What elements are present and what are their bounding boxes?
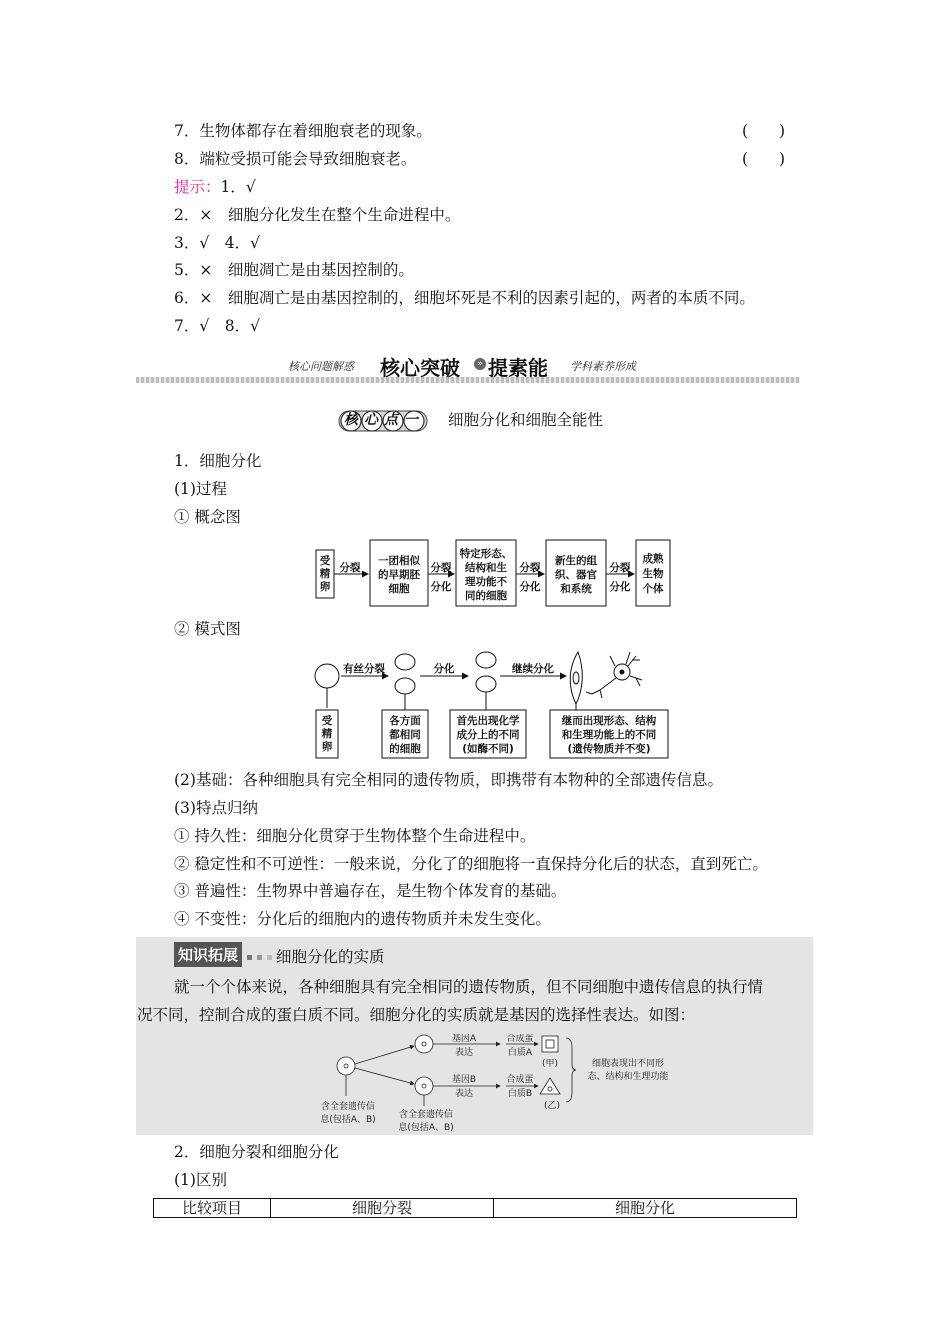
- hint-line: 2．× 细胞分化发生在整个生命进程中。: [174, 206, 461, 224]
- cm-box2-line: 的早期胚: [378, 569, 420, 581]
- gd-geneA: 表达: [454, 1048, 474, 1058]
- hint-label: 提示：: [174, 178, 221, 196]
- mm-arrow1-label: 有丝分裂: [343, 663, 385, 675]
- mm-box3-line: (如酶不同): [462, 743, 514, 755]
- cm-box2-line: 一团相似: [378, 555, 420, 567]
- sec1-concept: ① 概念图: [174, 508, 241, 526]
- gd-mid-label: 含全套遗传信: [398, 1110, 454, 1120]
- feature-item: ③ 普遍性：生物界中普遍存在，是生物个体发育的基础。: [174, 882, 567, 900]
- hint-first: 1．√: [220, 178, 256, 196]
- sec1-features-title: (3)特点归纳: [174, 799, 258, 817]
- comparison-table-header: [153, 1198, 797, 1218]
- gene-expression-diagram: [312, 1034, 692, 1136]
- gd-protA: 合成蛋: [506, 1034, 534, 1044]
- extension-tag-squares-icon: [247, 946, 272, 964]
- question-8: 8．端粒受损可能会导致细胞衰老。: [174, 150, 417, 168]
- cm-box1-line: 精: [319, 568, 331, 580]
- extension-para-2: 况不同，控制合成的蛋白质不同。细胞分化的实质就是基因的选择性表达。如图：: [137, 1006, 696, 1024]
- cm-box1-line: 受: [319, 555, 331, 567]
- mm-box4-line: (遗传物质并不变): [567, 743, 651, 755]
- cm-box5-line: 成熟: [642, 553, 664, 565]
- mm-box4-line: 和生理功能上的不同: [561, 729, 657, 741]
- table-header-cell: 比较项目: [181, 1199, 242, 1217]
- hint-line: 5．× 细胞凋亡是由基因控制的。: [174, 261, 414, 279]
- cm-box2-line: 细胞: [388, 583, 410, 595]
- mm-box2-line: 都相同: [389, 729, 421, 741]
- extension-title: 细胞分化的实质: [276, 948, 385, 966]
- mm-box4-line: 继而出现形态、结构: [561, 715, 657, 727]
- sec1-title: 1．细胞分化: [174, 452, 262, 470]
- banner-main-2: 提素能: [488, 356, 548, 380]
- extension-tag: [174, 942, 272, 964]
- cm-box4-line: 织、器官: [555, 569, 597, 581]
- neuron-icon: [586, 652, 642, 698]
- cm-arrow2-label: 分化: [430, 581, 452, 593]
- gd-left-label: 含全套遗传信: [320, 1102, 376, 1112]
- gd-protB: 合成蛋: [506, 1075, 534, 1085]
- gd-geneB: 表达: [454, 1089, 474, 1099]
- gd-jia: (甲): [541, 1059, 559, 1069]
- hint-line: 7．√ 8．√: [174, 317, 260, 335]
- gd-result: 态、结构和生理功能: [587, 1072, 669, 1082]
- concept-map-diagram: [310, 538, 680, 610]
- cm-box1-line: 卵: [319, 581, 331, 593]
- hint-line-1: [174, 180, 256, 196]
- cm-arrow3-label: 分裂: [519, 562, 541, 574]
- answer-paren-8: ( ): [742, 150, 786, 168]
- answer-paren-7: ( ): [742, 122, 786, 140]
- cm-box3-line: 结构和生: [465, 562, 507, 574]
- cm-arrow4-label: 分裂: [609, 562, 631, 574]
- cm-box4-line: 新生的组: [555, 555, 597, 567]
- table-header-cell: 细胞分化: [614, 1199, 675, 1217]
- feature-item: ② 稳定性和不可逆性：一般来说，分化了的细胞将一直保持分化后的状态，直到死亡。: [174, 855, 768, 873]
- gd-mid-label: 息(包括A、B): [398, 1123, 454, 1133]
- cm-arrow3-label: 分化: [519, 581, 541, 593]
- mm-box1-line: 精: [321, 728, 333, 740]
- feature-item: ① 持久性：细胞分化贯穿于生物体整个生命进程中。: [174, 827, 536, 845]
- sec1-model: ② 模式图: [174, 620, 241, 638]
- mm-box1-line: 受: [321, 715, 333, 727]
- cm-box5-line: 生物: [642, 568, 664, 580]
- gd-protA: 白质A: [507, 1048, 533, 1058]
- mm-arrow2-label: 分化: [433, 663, 455, 675]
- sec2-title: 2．细胞分裂和细胞分化: [174, 1143, 339, 1161]
- extension-para-1: 就一个个体来说，各种细胞具有完全相同的遗传物质，但不同细胞中遗传信息的执行情: [174, 978, 764, 996]
- cm-arrow1-label: 分裂: [339, 562, 361, 574]
- question-7: 7．生物体都存在着细胞衰老的现象。: [174, 122, 432, 140]
- mm-box3-line: 首先出现化学: [456, 715, 520, 727]
- cm-box5-line: 个体: [642, 583, 664, 595]
- gd-yi: (乙): [543, 1101, 561, 1111]
- mm-box2-line: 的细胞: [389, 743, 421, 755]
- banner-arrow-icon: »: [474, 358, 486, 370]
- mm-box2-line: 各方面: [389, 715, 421, 727]
- gd-geneB: 基因B: [451, 1075, 477, 1085]
- table-header-cell: 细胞分裂: [351, 1199, 412, 1217]
- sec1-basis: (2)基础：各种细胞具有完全相同的遗传物质，即携带有本物种的全部遗传信息。: [174, 771, 723, 789]
- mm-box1-line: 卵: [321, 741, 333, 753]
- cm-box3-line: 同的细胞: [465, 590, 507, 602]
- sec1-process: (1)过程: [174, 480, 227, 498]
- mm-arrow3-label: 继续分化: [512, 663, 554, 675]
- extension-tag-text: 知识拓展: [174, 942, 242, 967]
- keypoint-badge-text: 核心点一: [344, 412, 424, 428]
- gd-protB: 白质B: [507, 1089, 533, 1099]
- banner-main-1: 核心突破: [380, 356, 460, 380]
- section-banner: [136, 350, 800, 386]
- cm-box3-line: 理功能不: [465, 576, 507, 588]
- feature-item: ④ 不变性：分化后的细胞内的遗传物质并未发生变化。: [174, 910, 551, 928]
- mm-box3-line: 成分上的不同: [456, 729, 520, 741]
- gd-result: 细胞表现出不同形: [591, 1059, 665, 1069]
- cm-box4-line: 和系统: [560, 583, 592, 595]
- hint-line: 3．√ 4．√: [174, 234, 260, 252]
- banner-left-text: 核心问题解惑: [288, 360, 354, 373]
- banner-right-text: 学科素养形成: [570, 360, 636, 373]
- hint-line: 6．× 细胞凋亡是由基因控制的，细胞坏死是不利的因素引起的，两者的本质不同。: [174, 289, 755, 307]
- cm-arrow2-label: 分裂: [430, 562, 452, 574]
- gd-geneA: 基因A: [451, 1034, 477, 1044]
- keypoint-title: 细胞分化和细胞全能性: [448, 411, 604, 429]
- banner-bar: [136, 377, 800, 383]
- cm-arrow4-label: 分化: [609, 581, 631, 593]
- model-map-diagram: [310, 648, 680, 760]
- cm-box3-line: 特定形态、: [459, 548, 513, 560]
- gd-left-label: 息(包括A、B): [320, 1115, 376, 1125]
- sec2-diff: (1)区别: [174, 1171, 227, 1189]
